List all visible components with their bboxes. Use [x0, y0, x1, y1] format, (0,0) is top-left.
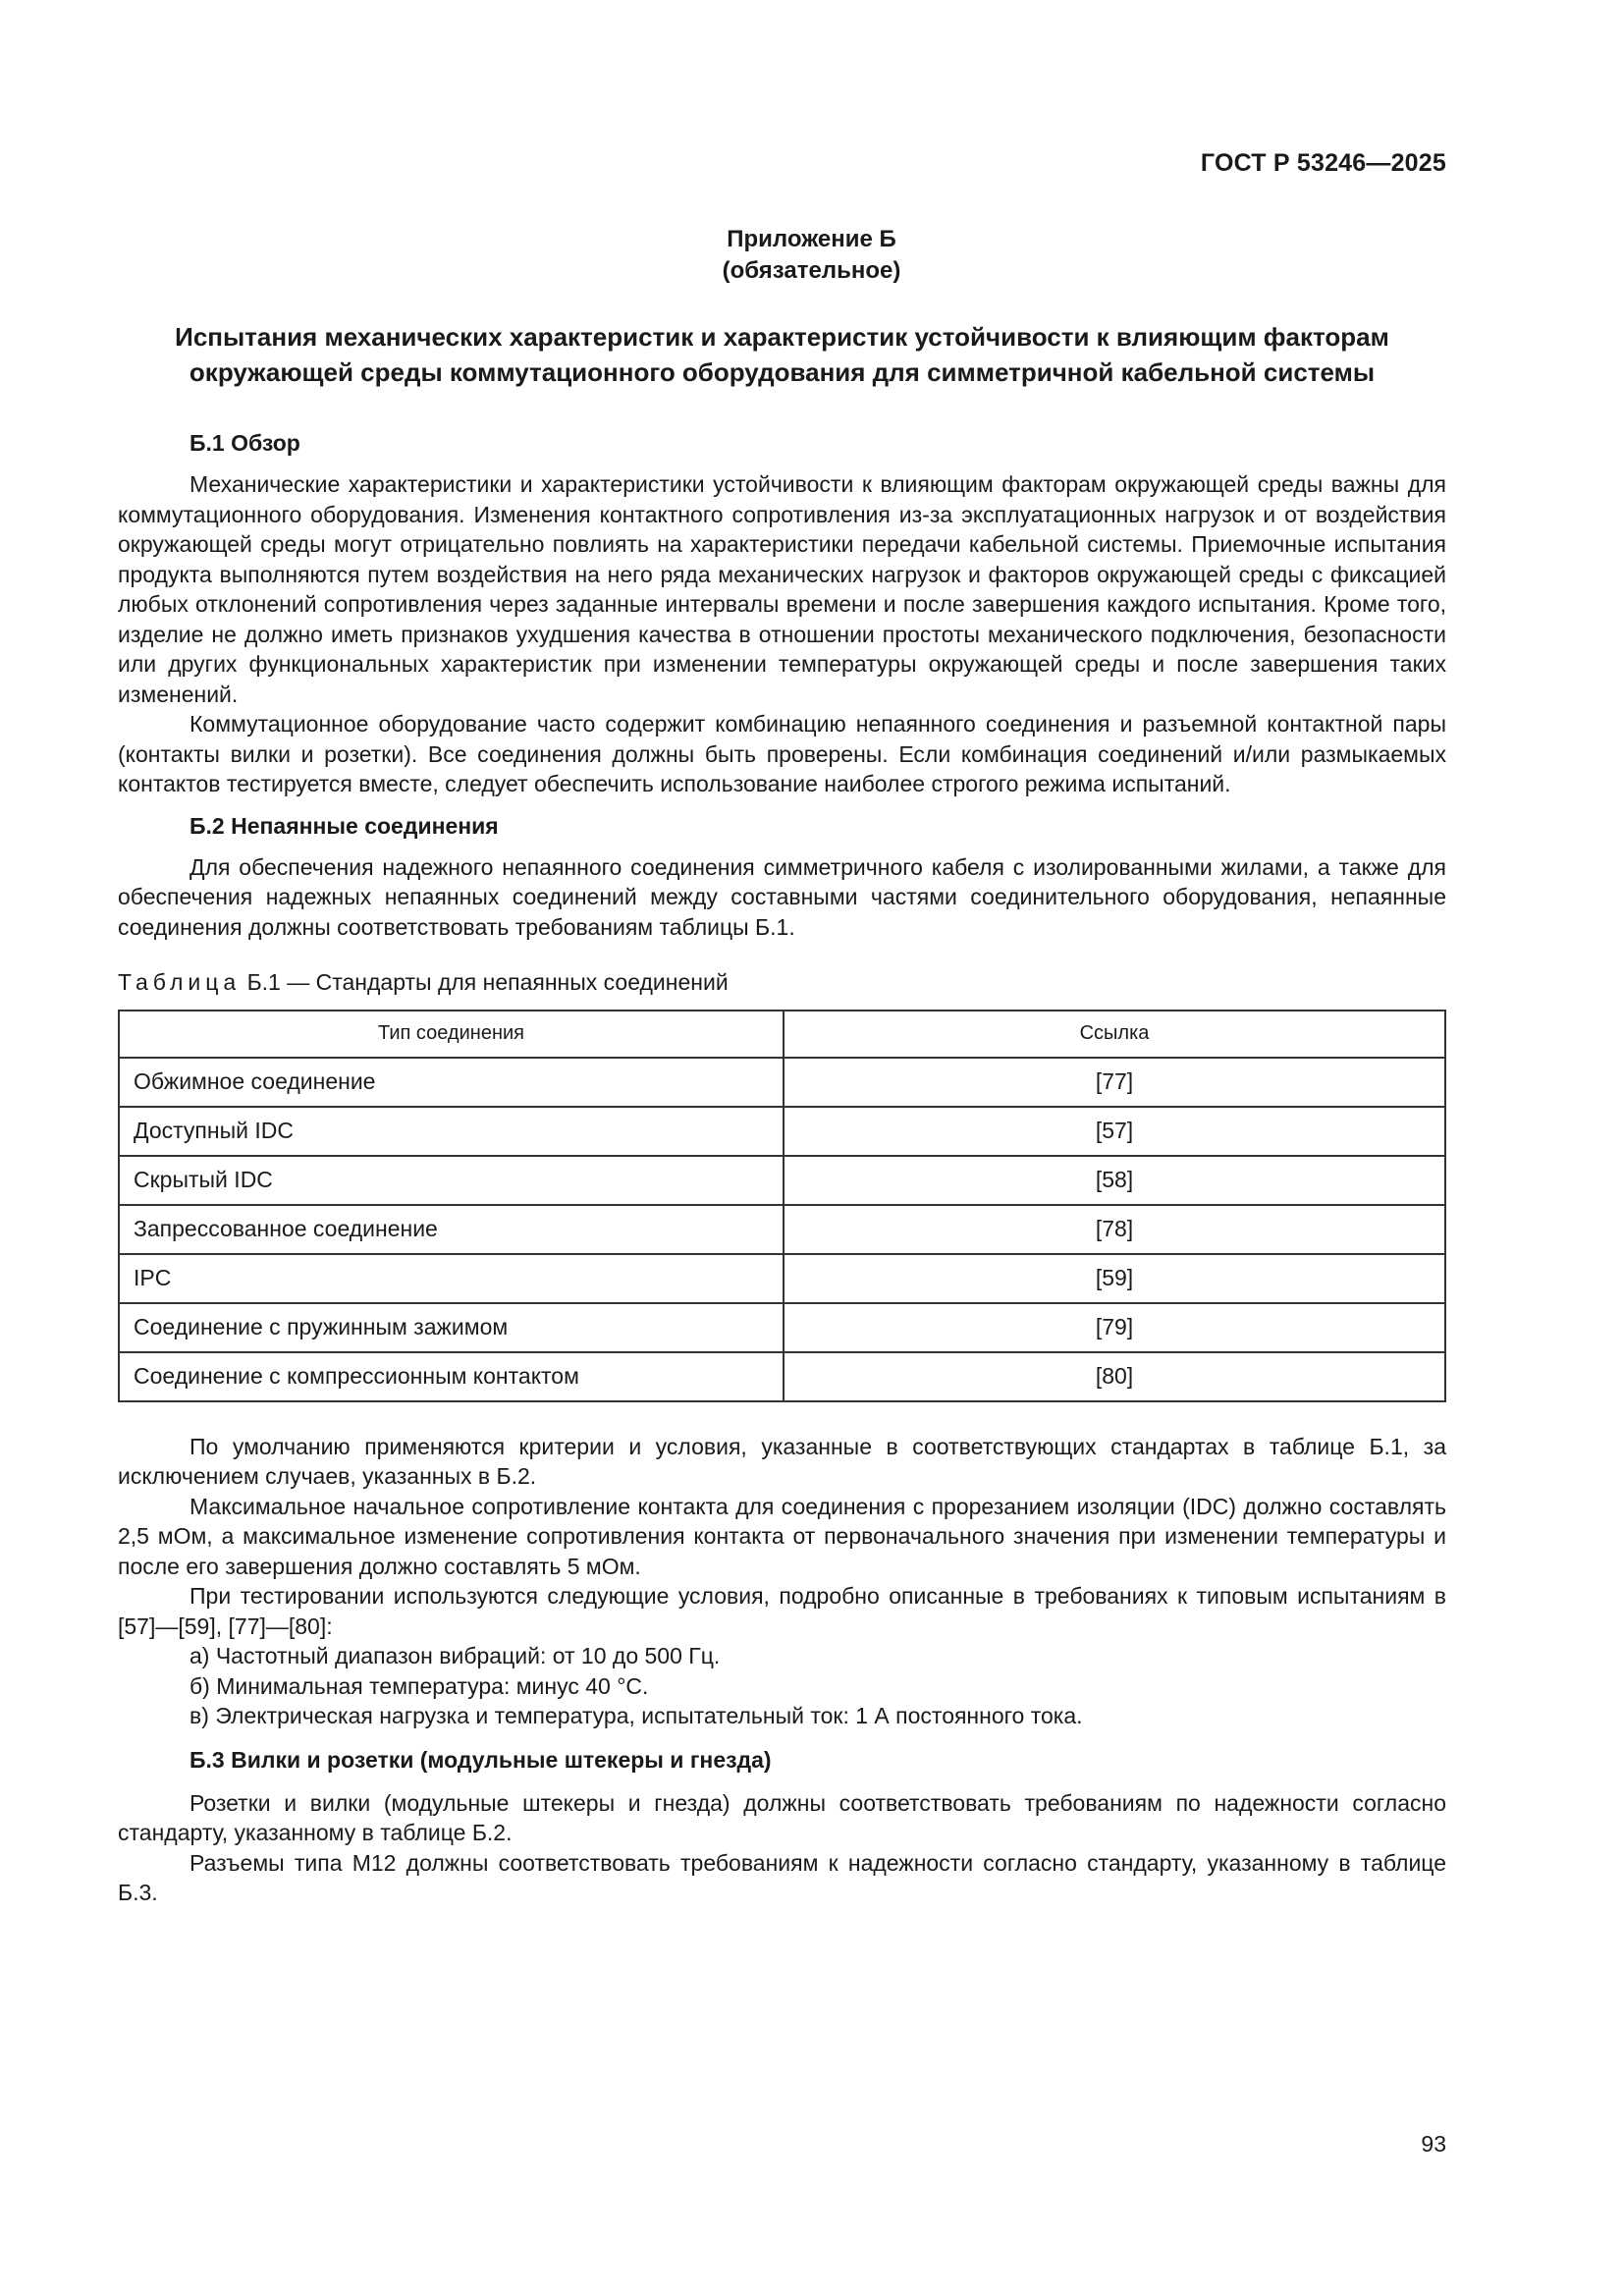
table-row	[119, 1205, 1445, 1254]
section-b3-paragraph: Разъемы типа М12 должны соответствовать требованиям к надежности согласно стандарту, указанному в таблице Б.3.	[118, 1849, 1446, 1905]
section-b3-paragraph: Розетки и вилки (модульные штекеры и гнезда) должны соответствовать требованиям по надежности согласно стандарту, указанному в таблице Б.2.	[118, 1789, 1446, 1845]
main-title-line-2: окружающей среды коммутационного оборудования для симметричной кабельной системы	[189, 357, 1376, 387]
section-b1-heading: Б.1 Обзор	[189, 430, 300, 456]
reference-cell: [77]	[784, 1058, 1445, 1107]
test-conditions-list	[118, 1641, 1446, 1731]
table-row	[119, 1254, 1445, 1303]
reference-cell: [59]	[784, 1254, 1445, 1303]
section-b2-paragraph: Для обеспечения надежного непаянного соединения симметричного кабеля с изолированными жилами, а также для обеспечения надежных непаянных соединений между составными частями соединительного оборудования, непаянные соединения должны соответствовать требованиям таблицы Б.1.	[118, 853, 1446, 940]
section-b2-paragraph: Максимальное начальное сопротивление контакта для соединения с прорезанием изоляции (IDC) должно составлять 2,5 мОм, а максимальное изменение сопротивления контакта от первоначального значения при изменении температуры и после его завершения должно составлять 5 мОм.	[118, 1493, 1446, 1579]
section-b2-paragraph: По умолчанию применяются критерии и условия, указанные в соответствующих стандартах в таблице Б.1, за исключением случаев, указанных в Б.2.	[118, 1433, 1446, 1489]
list-item: в) Электрическая нагрузка и температура, испытательный ток: 1 А постоянного тока.	[189, 1703, 1083, 1728]
section-b1-paragraph: Механические характеристики и характеристики устойчивости к влияющим факторам окружающей среды важны для коммутационного оборудования. Изменения контактного сопротивления из-за эксплуатационных нагрузок и от воздействия окружающей среды могут отрицательно повлиять на характеристики передачи кабельной системы. Приемочные испытания продукта выполняются путем воздействия на него ряда механических нагрузок и факторов окружающей среды с фиксацией любых отклонений сопротивления через заданные интервалы времени и после завершения каждого испытания. Кроме того, изделие не должно иметь признаков ухудшения качества в отношении простоты механического подключения, безопасности или других функциональных характеристик при изменении температуры окружающей среды и после завершения таких изменений.	[118, 471, 1446, 707]
reference-cell: [58]	[784, 1156, 1445, 1205]
reference-cell: [78]	[784, 1205, 1445, 1254]
list-item: а) Частотный диапазон вибраций: от 10 до 500 Гц.	[189, 1643, 721, 1668]
table-row	[119, 1107, 1445, 1156]
column-header-connection-type: Тип соединения	[119, 1011, 784, 1058]
table-caption-text: Б.1 — Стандарты для непаянных соединений	[241, 969, 729, 995]
annex-status: (обязательное)	[722, 257, 901, 284]
table-row	[119, 1303, 1445, 1352]
table-caption-prefix: Таблица	[118, 969, 242, 995]
standard-code: ГОСТ Р 53246—2025	[1200, 149, 1446, 177]
connection-type-cell: Скрытый IDC	[119, 1156, 784, 1205]
column-header-reference: Ссылка	[784, 1011, 1445, 1058]
table-header-row	[119, 1011, 1445, 1058]
document-body	[118, 428, 1446, 1908]
section-b2-paragraph: При тестировании используются следующие условия, подробно описанные в требованиях к типовым испытаниям в [57]—[59], [77]—[80]:	[118, 1583, 1446, 1639]
reference-cell: [80]	[784, 1352, 1445, 1401]
connection-type-cell: Соединение с пружинным зажимом	[119, 1303, 784, 1352]
table-row	[119, 1352, 1445, 1401]
standards-table	[118, 1010, 1446, 1402]
section-b2-heading: Б.2 Непаянные соединения	[189, 812, 499, 839]
main-title	[118, 319, 1446, 390]
table-row	[119, 1156, 1445, 1205]
section-b1-paragraph: Коммутационное оборудование часто содержит комбинацию непаянного соединения и разъемной контактной пары (контакты вилки и розетки). Все соединения должны быть проверены. Если комбинация соединений и/или размыкаемых контактов тестируется вместе, следует обеспечить использование наиболее строгого режима испытаний.	[118, 711, 1446, 796]
connection-type-cell: IPC	[119, 1254, 784, 1303]
reference-cell: [57]	[784, 1107, 1445, 1156]
connection-type-cell: Соединение с компрессионным контактом	[119, 1352, 784, 1401]
main-title-line-1: Испытания механических характеристик и характеристик устойчивости к влияющим факторам	[175, 322, 1389, 352]
list-item: б) Минимальная температура: минус 40 °С.	[189, 1672, 649, 1699]
connection-type-cell: Обжимное соединение	[119, 1058, 784, 1107]
annex-heading	[0, 224, 1623, 287]
connection-type-cell: Запрессованное соединение	[119, 1205, 784, 1254]
section-b3-heading: Б.3 Вилки и розетки (модульные штекеры и гнезда)	[189, 1746, 772, 1773]
table-row	[119, 1058, 1445, 1107]
reference-cell: [79]	[784, 1303, 1445, 1352]
connection-type-cell: Доступный IDC	[119, 1107, 784, 1156]
annex-title: Приложение Б	[727, 226, 896, 252]
page-number: 93	[1421, 2131, 1446, 2157]
table-caption	[118, 967, 1446, 998]
